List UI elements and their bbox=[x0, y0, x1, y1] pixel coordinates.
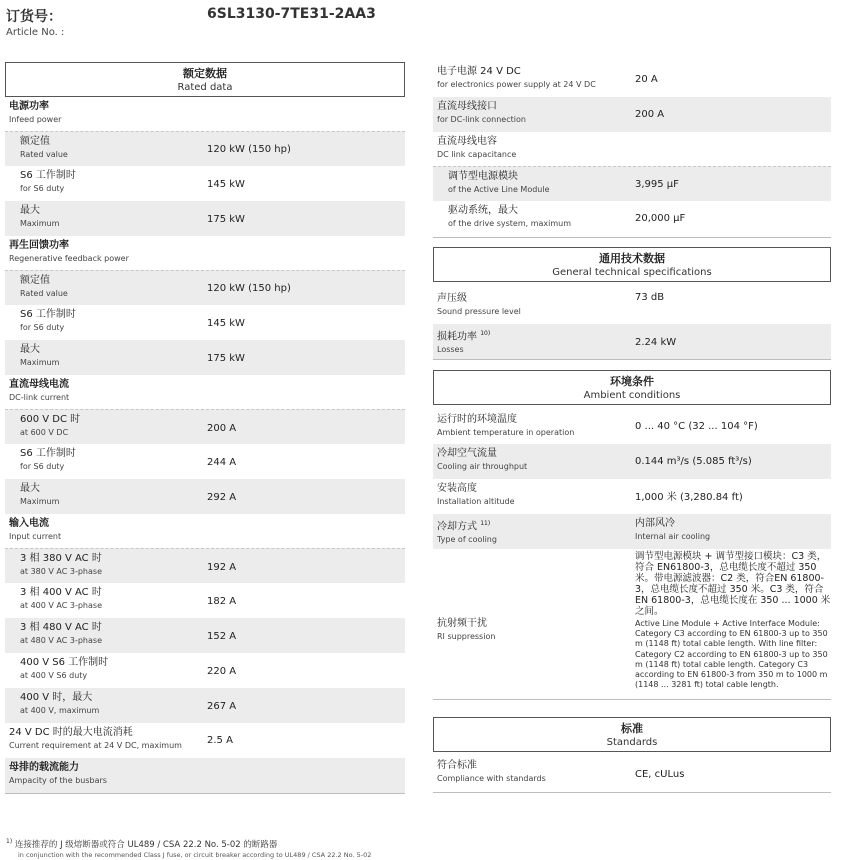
input-480v-value: 152 A bbox=[207, 631, 237, 642]
input-380v-row: 3 相 380 V AC 时 at 380 V AC 3-phase 192 A bbox=[5, 548, 405, 583]
regen-rated-value: 120 kW (150 hp) bbox=[207, 283, 291, 294]
ambient-conditions-header: 环境条件 Ambient conditions bbox=[433, 370, 831, 405]
input-480v-row: 3 相 480 V AC 时 at 480 V AC 3-phase 152 A bbox=[5, 618, 405, 653]
electronics-supply-row: 电子电源 24 V DC for electronics power supply at 24 V DC 20 A bbox=[437, 66, 658, 89]
input-current-heading: 输入电流 Input current bbox=[9, 518, 62, 541]
busbar-ampacity-row: 母排的载流能力 Ampacity of the busbars bbox=[5, 758, 405, 793]
footnote: $^{1)}$ 连接推荐的 J 级熔断器或符合 UL489 / CSA 22.2 No. 5-02 的断路器 in conjunction with the recommended Class J fuse, or circuit breaker according to UL489 / CSA 22.2 No. 5-02 bbox=[6, 838, 372, 859]
regen-max-row: 最大 Maximum 175 kW bbox=[5, 340, 405, 375]
sound-pressure-value: 73 dB bbox=[635, 292, 665, 303]
article-number: 6SL3130-7TE31-2AA3 bbox=[207, 6, 376, 22]
ambient-temp-value: 0 ... 40 °C (32 ... 104 °F) bbox=[635, 421, 758, 432]
ri-suppression-value: 调节型电源模块 + 调节型接口模块：C3 类，符合 EN61800-3，总电缆长度不超过 350 米。带电源滤波器：C2 类，符合EN 61800-3，总电缆长度不超过 350 米。C3 类，符合EN 61800-3，总电缆长度在 350 ... 1000 米之间。 Active Line Module + Active Interface Module: Category C3 according to EN 61800-3 up to 350 m (1148 ft) total cable length. With line filter: Category C2 according to EN 61800-3 up to 350 m (1148 ft) total cable length. Category C3 according to EN 61800-3 from 350 m to 1000 m (1148 ... 3281 ft) total cable length. bbox=[635, 551, 831, 690]
input-380v-value: 192 A bbox=[207, 562, 237, 573]
electronics-supply-value: 20 A bbox=[635, 74, 658, 85]
infeed-s6-value: 145 kW bbox=[207, 179, 245, 190]
rated-data-title-en: Rated data bbox=[177, 82, 233, 93]
input-400v-max-value: 267 A bbox=[207, 701, 237, 712]
ri-suppression-row: 抗射频干扰 RI suppression 调节型电源模块 + 调节型接口模块：C3 类，符合 EN61800-3，总电缆长度不超过 350 米。带电源滤波器：C2 类，符合EN 61800-3，总电缆长度不超过 350 米。C3 类，符合EN 61800-3，总电缆长度在 350 ... 1000 米之间。 Active Line Module + Active Interface Module: Category C3 according to EN 61800-3 up to 350 m (1148 ft) total cable length. With line filter: Category C2 according to EN 61800-3 up to 350 m (1148 ft) total cable length. Category C3 according to EN 61800-3 from 350 m to 1000 m (1148 ... 3281 ft) total cable length. bbox=[437, 551, 831, 690]
capacitance-alm-row: 调节型电源模块 of the Active Line Module 3,995 µF bbox=[433, 166, 831, 201]
max-current-24v-value: 2.5 A bbox=[207, 735, 233, 746]
capacitance-system-row: 驱动系统，最大 of the drive system, maximum 20,000 µF bbox=[448, 205, 686, 228]
ambient-temp-row: 运行时的环境温度 Ambient temperature in operation 0 ... 40 °C (32 ... 104 °F) bbox=[437, 414, 758, 437]
infeed-s6-row: S6 工作制时 for S6 duty 145 kW bbox=[20, 170, 245, 193]
dc-600v-value: 200 A bbox=[207, 423, 237, 434]
dc-s6-value: 244 A bbox=[207, 457, 237, 468]
general-specs-header: 通用技术数据 General technical specifications bbox=[433, 247, 831, 282]
infeed-max-value: 175 kW bbox=[207, 214, 245, 225]
cooling-air-value: 0.144 m³/s (5.085 ft³/s) bbox=[635, 456, 752, 467]
compliance-row: 符合标准 Compliance with standards CE, cULus bbox=[437, 760, 685, 783]
infeed-power-heading: 电源功率 Infeed power bbox=[9, 101, 62, 124]
input-400v-max-row: 400 V 时，最大 at 400 V, maximum 267 A bbox=[5, 688, 405, 723]
capacitance-alm-value: 3,995 µF bbox=[635, 179, 679, 190]
input-400v-s6-value: 220 A bbox=[207, 666, 237, 677]
standards-header: 标准 Standards bbox=[433, 717, 831, 752]
dc-600v-row: 600 V DC 时 at 600 V DC 200 A bbox=[5, 409, 405, 444]
cooling-air-row: 冷却空气流量 Cooling air throughput 0.144 m³/s (5.085 ft³/s) bbox=[433, 444, 831, 479]
infeed-rated-row: 额定值 Rated value 120 kW (150 hp) bbox=[5, 131, 405, 166]
capacitance-system-value: 20,000 µF bbox=[635, 213, 686, 224]
right-column bbox=[433, 62, 831, 793]
left-column bbox=[5, 62, 405, 794]
dc-capacitance-heading: 直流母线电容 DC link capacitance bbox=[437, 136, 517, 159]
dc-max-row: 最大 Maximum 292 A bbox=[5, 479, 405, 514]
input-400v-row: 3 相 400 V AC 时 at 400 V AC 3-phase 182 A bbox=[20, 587, 237, 610]
cooling-type-row: 冷却方式 $^{11)}$ Type of cooling 内部风冷 Internal air cooling bbox=[433, 514, 831, 549]
rated-data-header bbox=[5, 62, 405, 97]
compliance-value: CE, cULus bbox=[635, 769, 685, 780]
dc-max-value: 292 A bbox=[207, 492, 237, 503]
losses-row: 损耗功率 $^{10)}$ Losses 2.24 kW bbox=[433, 324, 831, 359]
regen-max-value: 175 kW bbox=[207, 353, 245, 364]
losses-value: 2.24 kW bbox=[635, 337, 677, 348]
dc-link-connection-row: 直流母线接口 for DC-link connection 200 A bbox=[433, 97, 831, 132]
max-current-24v-row: 24 V DC 时的最大电流消耗 Current requirement at 24 V DC, maximum 2.5 A bbox=[9, 727, 233, 750]
order-number-label-cn: 订货号： bbox=[6, 9, 62, 25]
left-column-bottom-rule bbox=[5, 793, 405, 794]
order-number-label bbox=[6, 6, 64, 38]
input-400v-s6-row: 400 V S6 工作制时 at 400 V S6 duty 220 A bbox=[20, 657, 237, 680]
dc-current-heading: 直流母线电流 DC-link current bbox=[9, 379, 70, 402]
cooling-type-value: 内部风冷 Internal air cooling bbox=[635, 518, 711, 541]
infeed-max-row: 最大 Maximum 175 kW bbox=[5, 201, 405, 236]
rated-data-title-cn: 额定数据 bbox=[183, 67, 227, 80]
altitude-row: 安装高度 Installation altitude 1,000 米 (3,280.84 ft) bbox=[437, 483, 743, 506]
regen-rated-row: 额定值 Rated value 120 kW (150 hp) bbox=[5, 270, 405, 305]
altitude-value: 1,000 米 (3,280.84 ft) bbox=[635, 492, 743, 503]
dc-s6-row: S6 工作制时 for S6 duty 244 A bbox=[20, 448, 237, 471]
dc-link-connection-value: 200 A bbox=[635, 109, 665, 120]
sound-pressure-row: 声压级 Sound pressure level 73 dB bbox=[437, 292, 665, 316]
regen-s6-value: 145 kW bbox=[207, 318, 245, 329]
order-number-label-en: Article No. : bbox=[6, 27, 65, 38]
input-400v-value: 182 A bbox=[207, 596, 237, 607]
infeed-rated-value: 120 kW (150 hp) bbox=[207, 144, 291, 155]
regen-s6-row: S6 工作制时 for S6 duty 145 kW bbox=[20, 309, 245, 332]
regen-power-heading: 再生回馈功率 Regenerative feedback power bbox=[9, 240, 129, 263]
